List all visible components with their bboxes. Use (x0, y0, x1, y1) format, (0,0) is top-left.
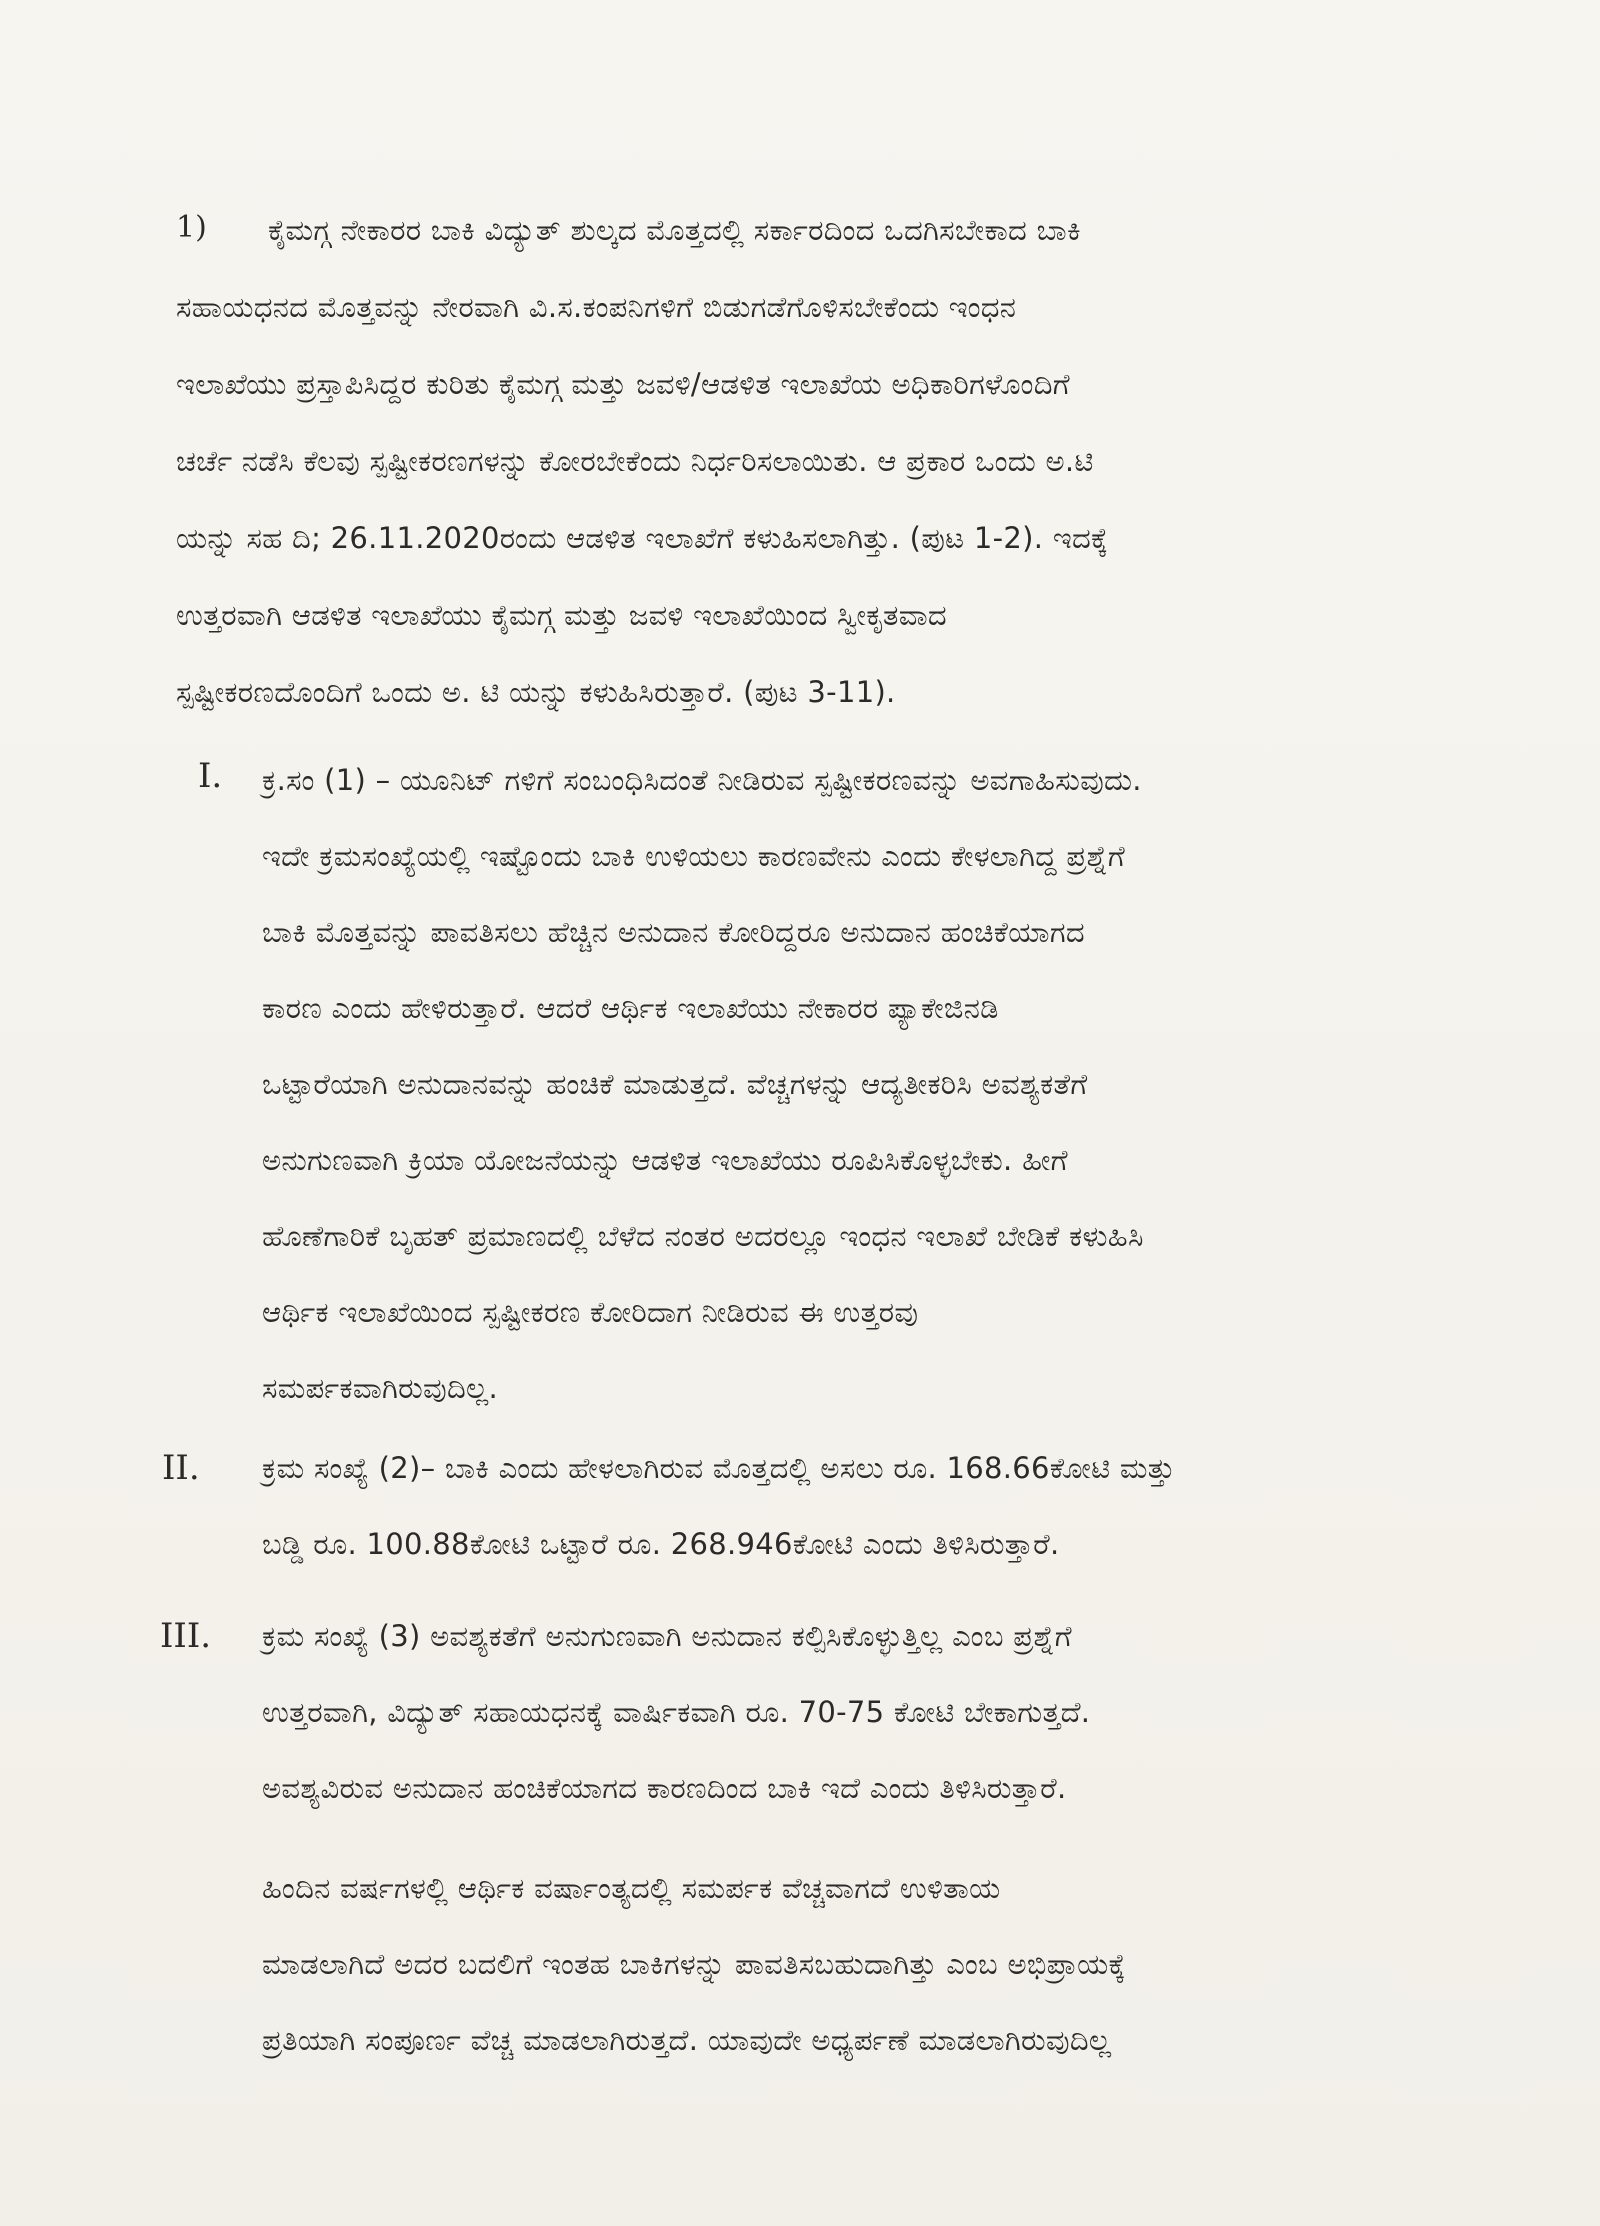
paragraph-2-line-1: ಹಿಂದಿನ ವರ್ಷಗಳಲ್ಲಿ ಆರ್ಥಿಕ ವರ್ಷಾಂತ್ಯದಲ್ಲಿ ಸಮರ್ಪಕ ವೆಚ್ಚವಾಗದೆ ಉಳಿತಾಯ (262, 1871, 1001, 1905)
paragraph-1-line-3: ಇಲಾಖೆಯು ಪ್ರಸ್ತಾಪಿಸಿದ್ದರ ಕುರಿತು ಕೈಮಗ್ಗ ಮತ್ತು ಜವಳಿ/ಆಡಳಿತ ಇಲಾಖೆಯ ಅಧಿಕಾರಿಗಳೊಂದಿಗೆ (176, 367, 1070, 401)
paragraph-1-line-5: ಯನ್ನು ಸಹ ದಿ; 26.11.2020ರಂದು ಆಡಳಿತ ಇಲಾಖೆಗೆ ಕಳುಹಿಸಲಾಗಿತ್ತು. (ಪುಟ 1-2). ಇದಕ್ಕೆ (176, 521, 1109, 555)
list-item-1-line-5: ಒಟ್ಟಾರೆಯಾಗಿ ಅನುದಾನವನ್ನು ಹಂಚಿಕೆ ಮಾಡುತ್ತದೆ. ವೆಚ್ಚಗಳನ್ನು ಆದ್ಯತೀಕರಿಸಿ ಅವಶ್ಯಕತೆಗೆ (262, 1067, 1088, 1101)
list-item-1-line-7: ಹೊಣೆಗಾರಿಕೆ ಬೃಹತ್ ಪ್ರಮಾಣದಲ್ಲಿ ಬೆಳೆದ ನಂತರ ಅದರಲ್ಲೂ ಇಂಧನ ಇಲಾಖೆ ಬೇಡಿಕೆ ಕಳುಹಿಸಿ (262, 1219, 1144, 1253)
list-marker-1: I. (198, 756, 223, 796)
list-item-1-line-2: ಇದೇ ಕ್ರಮಸಂಖ್ಯೆಯಲ್ಲಿ ಇಷ್ಟೊಂದು ಬಾಕಿ ಉಳಿಯಲು ಕಾರಣವೇನು ಎಂದು ಕೇಳಲಾಗಿದ್ದ ಪ್ರಶ್ನೆಗೆ (262, 839, 1126, 873)
list-item-1-line-4: ಕಾರಣ ಎಂದು ಹೇಳಿರುತ್ತಾರೆ. ಆದರೆ ಆರ್ಥಿಕ ಇಲಾಖೆಯು ನೇಕಾರರ ಪ್ಯಾಕೇಜಿನಡಿ (262, 991, 999, 1025)
list-item-3-line-2: ಉತ್ತರವಾಗಿ, ವಿದ್ಯುತ್ ಸಹಾಯಧನಕ್ಕೆ ವಾರ್ಷಿಕವಾಗಿ ರೂ. 70-75 ಕೋಟಿ ಬೇಕಾಗುತ್ತದೆ. (262, 1695, 1091, 1729)
list-marker-3: III. (160, 1616, 212, 1656)
list-item-3-line-3: ಅವಶ್ಯವಿರುವ ಅನುದಾನ ಹಂಚಿಕೆಯಾಗದ ಕಾರಣದಿಂದ ಬಾಕಿ ಇದೆ ಎಂದು ತಿಳಿಸಿರುತ್ತಾರೆ. (262, 1771, 1067, 1805)
list-item-1-line-3: ಬಾಕಿ ಮೊತ್ತವನ್ನು ಪಾವತಿಸಲು ಹೆಚ್ಚಿನ ಅನುದಾನ ಕೋರಿದ್ದರೂ ಅನುದಾನ ಹಂಚಿಕೆಯಾಗದ (262, 915, 1085, 949)
list-item-2-line-2: ಬಡ್ಡಿ ರೂ. 100.88ಕೋಟಿ ಒಟ್ಟಾರೆ ರೂ. 268.946ಕೋಟಿ ಎಂದು ತಿಳಿಸಿರುತ್ತಾರೆ. (262, 1527, 1060, 1561)
list-item-1-line-1: ಕ್ರ.ಸಂ (1) – ಯೂನಿಟ್ ಗಳಿಗೆ ಸಂಬಂಧಿಸಿದಂತೆ ನೀಡಿರುವ ಸ್ಪಷ್ಟೀಕರಣವನ್ನು ಅವಗಾಹಿಸುವುದು. (262, 763, 1142, 797)
paragraph-1-number: 1) (176, 210, 207, 245)
list-item-1-line-9: ಸಮರ್ಪಕವಾಗಿರುವುದಿಲ್ಲ. (262, 1371, 499, 1405)
paragraph-1-line-4: ಚರ್ಚೆ ನಡೆಸಿ ಕೆಲವು ಸ್ಪಷ್ಟೀಕರಣಗಳನ್ನು ಕೋರಬೇಕೆಂದು ನಿರ್ಧರಿಸಲಾಯಿತು. ಆ ಪ್ರಕಾರ ಒಂದು ಅ.ಟಿ (176, 444, 1094, 478)
list-item-1-line-6: ಅನುಗುಣವಾಗಿ ಕ್ರಿಯಾ ಯೋಜನೆಯನ್ನು ಆಡಳಿತ ಇಲಾಖೆಯು ರೂಪಿಸಿಕೊಳ್ಳಬೇಕು. ಹೀಗೆ (262, 1143, 1068, 1177)
list-marker-2: II. (162, 1448, 200, 1488)
list-item-1-line-8: ಆರ್ಥಿಕ ಇಲಾಖೆಯಿಂದ ಸ್ಪಷ್ಟೀಕರಣ ಕೋರಿದಾಗ ನೀಡಿರುವ ಈ ಉತ್ತರವು (262, 1295, 919, 1329)
list-item-3-line-1: ಕ್ರಮ ಸಂಖ್ಯೆ (3) ಅವಶ್ಯಕತೆಗೆ ಅನುಗುಣವಾಗಿ ಅನುದಾನ ಕಲ್ಪಿಸಿಕೊಳ್ಳುತ್ತಿಲ್ಲ ಎಂಬ ಪ್ರಶ್ನೆಗೆ (262, 1619, 1072, 1653)
paragraph-1-line-2: ಸಹಾಯಧನದ ಮೊತ್ತವನ್ನು ನೇರವಾಗಿ ವಿ.ಸ.ಕಂಪನಿಗಳಿಗೆ ಬಿಡುಗಡೆಗೊಳಿಸಬೇಕೆಂದು ಇಂಧನ (176, 290, 1017, 324)
paragraph-1-line-7: ಸ್ಪಷ್ಟೀಕರಣದೊಂದಿಗೆ ಒಂದು ಅ. ಟಿ ಯನ್ನು ಕಳುಹಿಸಿರುತ್ತಾರೆ. (ಪುಟ 3-11). (176, 675, 896, 709)
paragraph-2-line-3: ಪ್ರತಿಯಾಗಿ ಸಂಪೂರ್ಣ ವೆಚ್ಚ ಮಾಡಲಾಗಿರುತ್ತದೆ. ಯಾವುದೇ ಅಧ್ಯರ್ಪಣೆ ಮಾಡಲಾಗಿರುವುದಿಲ್ಲ (262, 2023, 1112, 2057)
paragraph-1-line-1: ಕೈಮಗ್ಗ ನೇಕಾರರ ಬಾಕಿ ವಿದ್ಯುತ್ ಶುಲ್ಕದ ಮೊತ್ತದಲ್ಲಿ ಸರ್ಕಾರದಿಂದ ಒದಗಿಸಬೇಕಾದ ಬಾಕಿ (268, 213, 1081, 247)
paragraph-1-line-6: ಉತ್ತರವಾಗಿ ಆಡಳಿತ ಇಲಾಖೆಯು ಕೈಮಗ್ಗ ಮತ್ತು ಜವಳಿ ಇಲಾಖೆಯಿಂದ ಸ್ವೀಕೃತವಾದ (176, 598, 947, 632)
list-item-2-line-1: ಕ್ರಮ ಸಂಖ್ಯೆ (2)– ಬಾಕಿ ಎಂದು ಹೇಳಲಾಗಿರುವ ಮೊತ್ತದಲ್ಲಿ ಅಸಲು ರೂ. 168.66ಕೋಟಿ ಮತ್ತು (262, 1451, 1176, 1485)
paragraph-2-line-2: ಮಾಡಲಾಗಿದೆ ಅದರ ಬದಲಿಗೆ ಇಂತಹ ಬಾಕಿಗಳನ್ನು ಪಾವತಿಸಬಹುದಾಗಿತ್ತು ಎಂಬ ಅಭಿಪ್ರಾಯಕ್ಕೆ (262, 1947, 1126, 1981)
